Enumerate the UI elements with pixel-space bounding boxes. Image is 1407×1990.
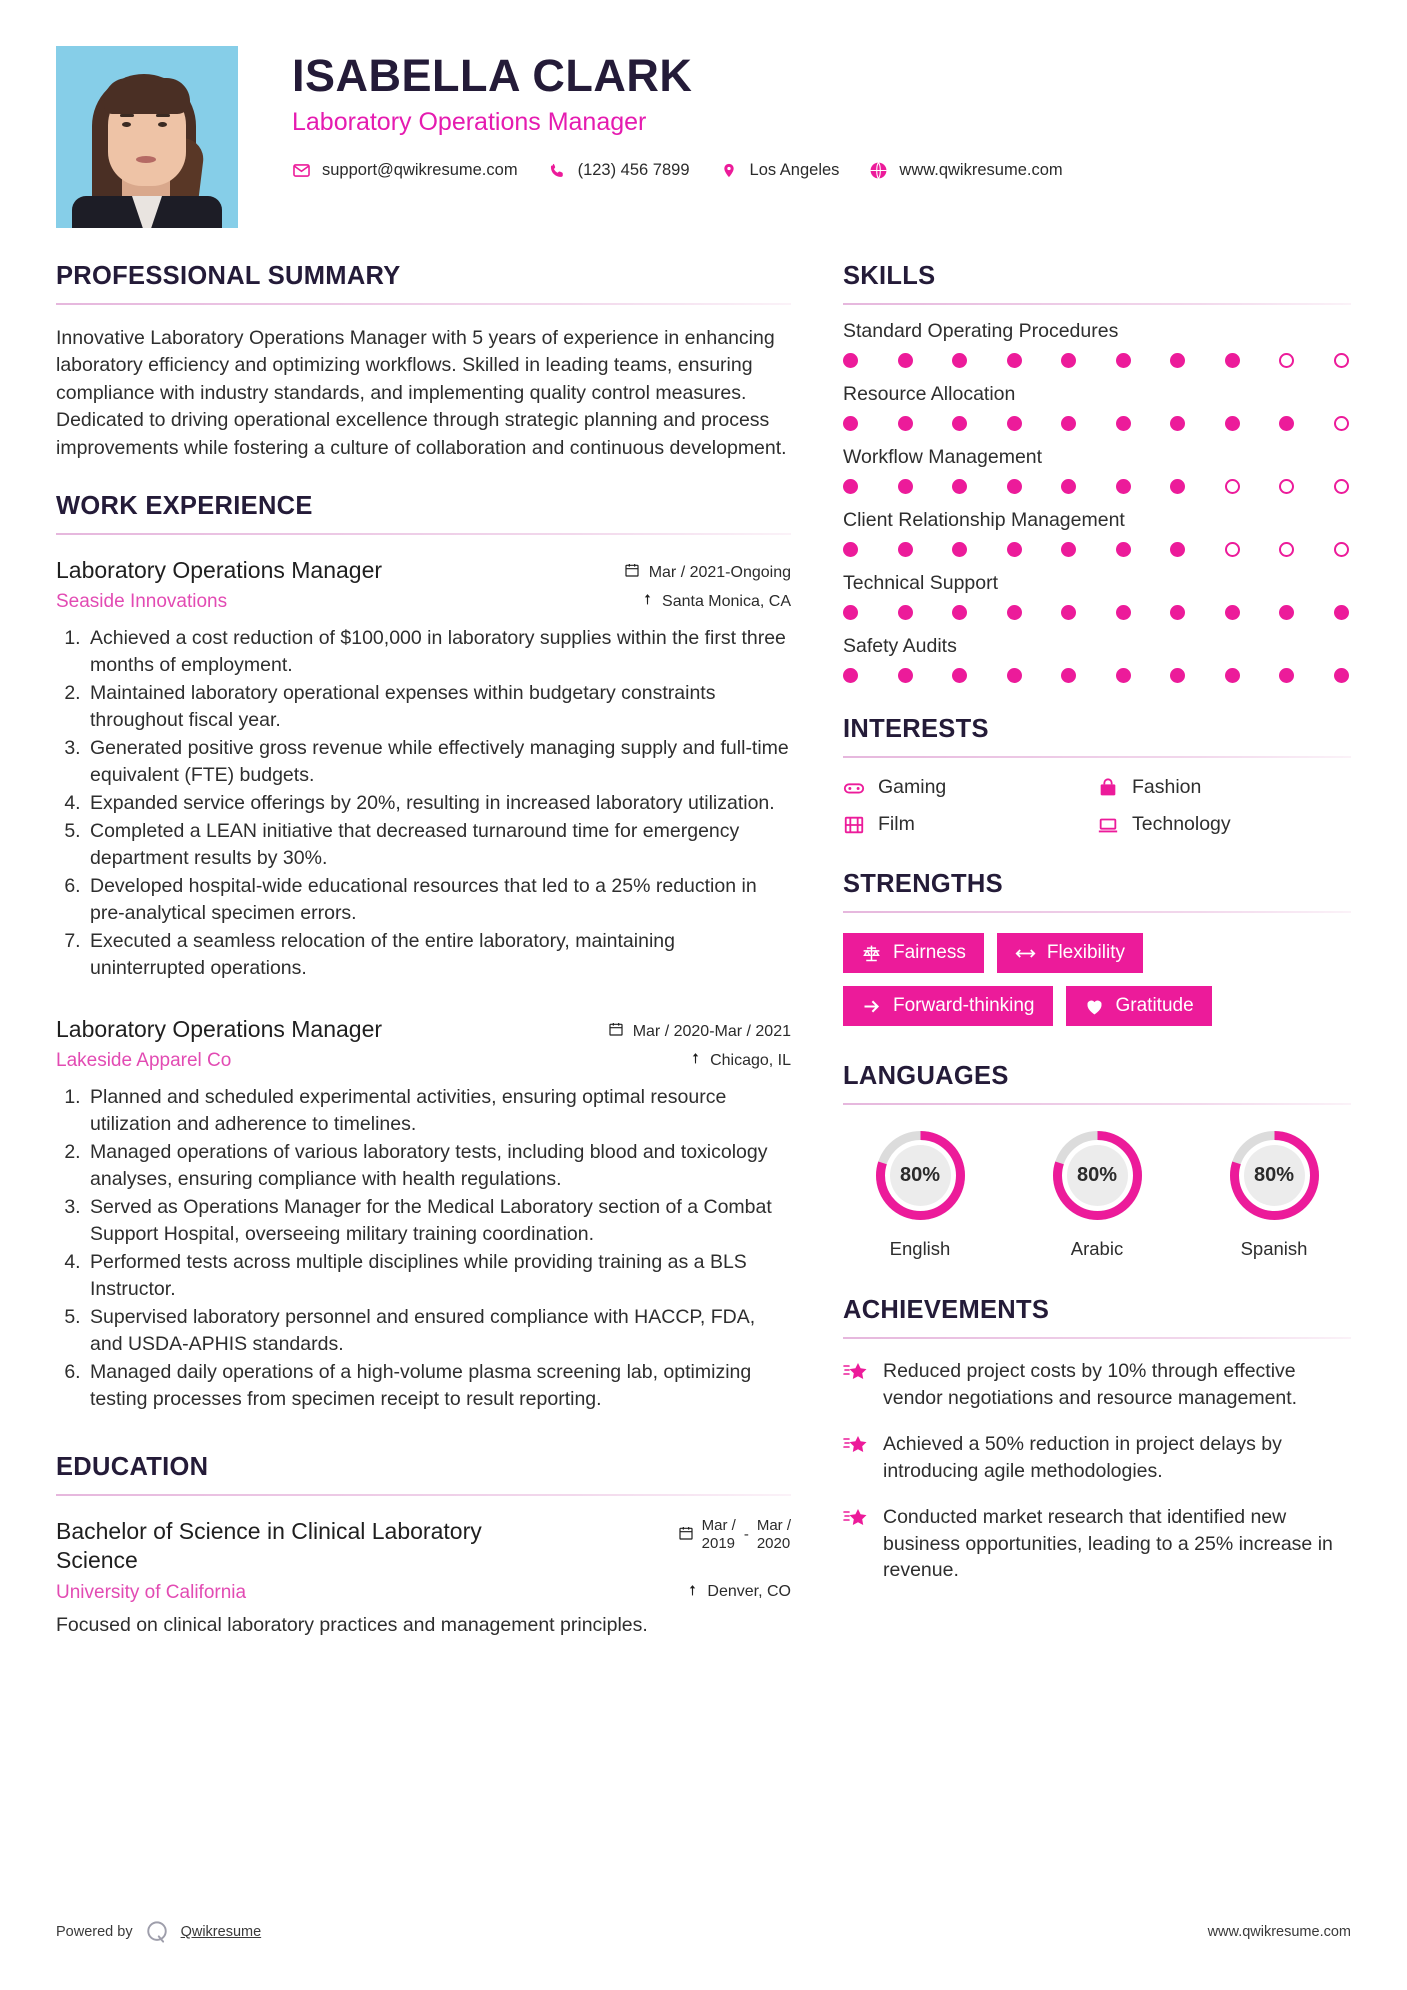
skill-dot-empty	[1334, 542, 1349, 557]
skill-dot-filled	[898, 668, 913, 683]
section-divider	[56, 303, 791, 305]
footer-website[interactable]: www.qwikresume.com	[1207, 1924, 1351, 1940]
skill-dot-filled	[952, 353, 967, 368]
job-bullet: 4. Expanded service offerings by 20%, resulting in increased laboratory utilization.	[86, 790, 791, 817]
job-dates-text: Mar / 2021-Ongoing	[648, 563, 791, 581]
skill-dot-filled	[1116, 416, 1131, 431]
job-bullets	[56, 625, 791, 982]
skill-dot-filled	[1279, 668, 1294, 683]
star-icon	[843, 1358, 869, 1412]
skill-item	[843, 509, 1351, 557]
skill-dot-filled	[1225, 416, 1240, 431]
skill-dot-filled	[952, 416, 967, 431]
skill-dot-empty	[1334, 416, 1349, 431]
section-divider	[843, 1337, 1351, 1339]
skill-dot-filled	[952, 542, 967, 557]
skill-label: Standard Operating Procedures	[843, 320, 1119, 342]
page-footer	[56, 1918, 1351, 1946]
job-company: Seaside Innovations	[56, 591, 228, 613]
section-strengths	[843, 870, 1351, 1026]
skill-dot-filled	[1225, 668, 1240, 683]
globe-icon	[869, 161, 888, 180]
footer-brand-link[interactable]: Qwikresume	[180, 1924, 262, 1940]
skill-dot-filled	[1334, 605, 1349, 620]
scales-icon	[861, 943, 882, 964]
skill-dot-filled	[843, 479, 858, 494]
job-title: Laboratory Operations Manager	[56, 1016, 383, 1043]
film-reel-icon	[843, 814, 865, 836]
skill-dot-filled	[898, 542, 913, 557]
job-bullet: 2. Managed operations of various laboratory tests, including blood and toxicology analyses, ensuring compliance with health regulations.	[86, 1139, 791, 1193]
skill-dot-filled	[1007, 416, 1022, 431]
strengths-chip-group	[843, 933, 1351, 1026]
job-bullet: 1. Achieved a cost reduction of $100,000 in laboratory supplies within the first three months of employment.	[86, 625, 791, 679]
skill-dot-filled	[898, 479, 913, 494]
section-divider	[843, 911, 1351, 913]
section-divider	[843, 303, 1351, 305]
skill-label: Resource Allocation	[843, 383, 1016, 405]
language-name: Spanish	[1240, 1238, 1308, 1259]
skill-label: Technical Support	[843, 572, 999, 594]
skill-dot-filled	[952, 668, 967, 683]
skill-dot-filled	[1334, 668, 1349, 683]
interests-grid	[843, 776, 1351, 836]
education-date-end	[757, 1517, 791, 1552]
section-heading-skills: SKILLS	[843, 262, 936, 290]
skill-dot-filled	[1170, 416, 1185, 431]
skill-dot-filled	[843, 605, 858, 620]
achievement-item	[843, 1431, 1351, 1485]
skill-dot-filled	[1170, 605, 1185, 620]
section-divider	[56, 1494, 791, 1496]
skill-dot-filled	[1007, 353, 1022, 368]
contact-location[interactable]	[720, 161, 840, 180]
language-item	[1026, 1127, 1168, 1260]
skill-dot-filled	[898, 605, 913, 620]
language-percent-label: 80%	[1253, 1164, 1295, 1186]
interest-item	[843, 776, 1097, 799]
section-achievements	[843, 1296, 1351, 1584]
language-progress-donut	[1226, 1127, 1323, 1224]
job-dates	[624, 562, 791, 583]
language-progress-donut	[872, 1127, 969, 1224]
job-bullet: 6. Managed daily operations of a high-volume plasma screening lab, optimizing testing processes from specimen receipt to result reporting.	[86, 1359, 791, 1413]
skill-dot-filled	[1170, 542, 1185, 557]
handbag-icon	[1097, 777, 1119, 799]
heart-icon	[1084, 996, 1105, 1017]
strength-label: Forward-thinking	[893, 995, 1035, 1016]
skill-rating-dots	[843, 479, 1351, 494]
skill-dot-filled	[952, 605, 967, 620]
interest-label: Gaming	[878, 776, 947, 798]
arrows-horizontal-icon	[1015, 943, 1036, 964]
language-name: English	[889, 1238, 951, 1259]
language-name: Arabic	[1070, 1238, 1124, 1259]
skill-dot-empty	[1334, 353, 1349, 368]
interest-item	[1097, 813, 1351, 836]
education-degree: Bachelor of Science in Clinical Laboratory Science	[56, 1518, 482, 1574]
contact-email[interactable]	[292, 161, 518, 180]
language-item	[1203, 1127, 1345, 1260]
footer-powered-by-label: Powered by	[56, 1924, 133, 1940]
section-professional-summary	[56, 262, 791, 462]
skill-dot-filled	[1061, 416, 1076, 431]
job-bullet: 1. Planned and scheduled experimental activities, ensuring optimal resource utilization and adherence to timelines.	[86, 1084, 791, 1138]
job-location	[641, 591, 791, 612]
star-icon	[843, 1504, 869, 1585]
education-date-start-year: 2019	[701, 1534, 736, 1552]
skill-dot-filled	[1061, 668, 1076, 683]
education-date-start-month: Mar /	[701, 1517, 736, 1535]
language-progress-donut	[1049, 1127, 1146, 1224]
section-heading-strengths: STRENGTHS	[843, 870, 1003, 898]
skill-dot-filled	[952, 479, 967, 494]
skill-dot-empty	[1279, 353, 1294, 368]
skill-dot-empty	[1225, 479, 1240, 494]
skill-label: Workflow Management	[843, 446, 1043, 468]
achievement-item	[843, 1358, 1351, 1412]
language-percent-label: 80%	[899, 1164, 941, 1186]
calendar-icon	[624, 562, 640, 583]
skill-dot-empty	[1334, 479, 1349, 494]
interest-item	[1097, 776, 1351, 799]
job-bullet: 3. Generated positive gross revenue while effectively managing supply and full-time equivalent (FTE) budgets.	[86, 735, 791, 789]
location-pin-icon	[720, 161, 739, 180]
skill-dot-filled	[1116, 668, 1131, 683]
contact-row	[292, 161, 1351, 180]
skill-dot-filled	[1116, 542, 1131, 557]
skill-dot-filled	[1225, 605, 1240, 620]
skill-label: Safety Audits	[843, 635, 957, 657]
job-dates	[608, 1021, 791, 1042]
skill-dot-filled	[843, 416, 858, 431]
education-location	[686, 1582, 791, 1603]
section-education	[56, 1453, 791, 1637]
skill-rating-dots	[843, 542, 1351, 557]
skill-dot-filled	[1061, 542, 1076, 557]
education-school: University of California	[56, 1581, 247, 1603]
skill-item	[843, 446, 1351, 494]
right-column	[843, 262, 1351, 1637]
strength-label: Flexibility	[1046, 942, 1125, 963]
skill-dot-filled	[1061, 479, 1076, 494]
job-title: Laboratory Operations Manager	[56, 557, 383, 584]
achievements-list	[843, 1358, 1351, 1584]
map-pin-icon	[686, 1582, 699, 1603]
skill-dot-filled	[1170, 668, 1185, 683]
languages-list	[843, 1127, 1351, 1260]
section-skills	[843, 262, 1351, 683]
education-date-end-month: Mar /	[756, 1517, 791, 1535]
skill-dot-filled	[843, 353, 858, 368]
contact-website[interactable]	[869, 161, 1062, 180]
skill-dot-filled	[1116, 479, 1131, 494]
education-note: Focused on clinical laboratory practices and management principles.	[56, 1613, 648, 1636]
section-divider	[843, 1103, 1351, 1105]
education-entry	[56, 1517, 791, 1637]
skill-dot-filled	[1007, 668, 1022, 683]
skill-item	[843, 383, 1351, 431]
arrow-right-icon	[861, 996, 882, 1017]
section-heading-interests: INTERESTS	[843, 715, 989, 743]
strength-chip-fairness	[843, 933, 984, 973]
skill-dot-filled	[1116, 353, 1131, 368]
skill-dot-filled	[1279, 416, 1294, 431]
job-dates-text: Mar / 2020-Mar / 2021	[632, 1022, 791, 1040]
job-bullet: 3. Served as Operations Manager for the Medical Laboratory section of a Combat Support Hospital, overseeing military training coordination.	[86, 1194, 791, 1248]
calendar-icon	[678, 1525, 694, 1545]
skill-dot-filled	[898, 416, 913, 431]
strength-label: Fairness	[893, 942, 966, 963]
skill-dot-empty	[1225, 542, 1240, 557]
job-location-text: Chicago, IL	[710, 1051, 791, 1069]
envelope-icon	[292, 161, 311, 180]
skill-rating-dots	[843, 416, 1351, 431]
skill-dot-filled	[843, 542, 858, 557]
job-bullet: 2. Maintained laboratory operational expenses within budgetary constraints throughout fiscal year.	[86, 680, 791, 734]
achievement-text: Reduced project costs by 10% through effective vendor negotiations and resource management.	[883, 1360, 1298, 1409]
strength-label: Gratitude	[1115, 995, 1194, 1016]
strength-chip-flexibility	[997, 933, 1143, 973]
skill-dot-filled	[1225, 353, 1240, 368]
page-title: ISABELLA CLARK	[292, 50, 693, 101]
job-company: Lakeside Apparel Co	[56, 1050, 232, 1072]
job-bullet: 5. Supervised laboratory personnel and ensured compliance with HACCP, FDA, and USDA-APHIS standards.	[86, 1304, 791, 1358]
interest-label: Film	[878, 813, 915, 835]
contact-location-text: Los Angeles	[749, 161, 840, 180]
skill-dot-filled	[1061, 353, 1076, 368]
map-pin-icon	[641, 591, 654, 612]
job-bullet: 6. Developed hospital-wide educational resources that led to a 25% reduction in pre-analytical specimen errors.	[86, 873, 791, 927]
left-column	[56, 262, 791, 1637]
contact-phone-text: (123) 456 7899	[577, 161, 690, 180]
section-divider	[843, 756, 1351, 758]
job-bullet: 4. Performed tests across multiple disciplines while providing training as a BLS Instructor.	[86, 1249, 791, 1303]
skill-dot-filled	[1116, 605, 1131, 620]
skill-dot-filled	[1279, 605, 1294, 620]
interest-label: Fashion	[1132, 776, 1202, 798]
skill-dot-filled	[1007, 542, 1022, 557]
section-divider	[56, 533, 791, 535]
interest-item	[843, 813, 1097, 836]
job-location	[689, 1050, 791, 1071]
contact-email-text: support@qwikresume.com	[322, 161, 518, 180]
skill-dot-empty	[1279, 542, 1294, 557]
laptop-icon	[1097, 814, 1119, 836]
gamepad-icon	[843, 777, 865, 799]
contact-phone[interactable]	[548, 161, 690, 180]
skill-dot-filled	[1170, 353, 1185, 368]
skill-dot-empty	[1279, 479, 1294, 494]
skill-dot-filled	[1007, 605, 1022, 620]
section-heading-education: EDUCATION	[56, 1453, 209, 1482]
summary-text: Innovative Laboratory Operations Manager with 5 years of experience in enhancing laboratory efficiency and optimizing workflows. Skilled in leading teams, ensuring compliance with industry standards, and implementing quality control measures. Dedicated to driving operational excellence through strategic planning and process improvements while fostering a culture of collaboration and continuous development.	[56, 327, 787, 459]
section-heading-languages: LANGUAGES	[843, 1062, 1009, 1090]
strength-chip-forward-thinking	[843, 986, 1053, 1026]
section-heading-work: WORK EXPERIENCE	[56, 492, 313, 521]
qwikresume-logo-icon	[143, 1918, 171, 1946]
skill-rating-dots	[843, 353, 1351, 368]
job-role-subtitle: Laboratory Operations Manager	[292, 108, 647, 137]
achievement-text: Conducted market research that identified new business opportunities, leading to a 25% increase in revenue.	[883, 1505, 1333, 1582]
phone-icon	[548, 161, 567, 180]
skill-dot-filled	[1007, 479, 1022, 494]
skill-rating-dots	[843, 605, 1351, 620]
skill-item	[843, 572, 1351, 620]
skill-rating-dots	[843, 668, 1351, 683]
star-icon	[843, 1431, 869, 1485]
section-work-experience	[56, 492, 791, 1413]
job-bullet: 5. Completed a LEAN initiative that decreased turnaround time for emergency department results by 30%.	[86, 818, 791, 872]
skill-item	[843, 320, 1351, 368]
section-languages	[843, 1062, 1351, 1260]
skills-list	[843, 320, 1351, 683]
resume-body	[56, 262, 1351, 1637]
profile-photo	[56, 46, 238, 228]
resume-header	[56, 46, 1351, 228]
skill-item	[843, 635, 1351, 683]
skill-label: Client Relationship Management	[843, 509, 1125, 531]
contact-website-text: www.qwikresume.com	[899, 161, 1063, 180]
achievement-item	[843, 1504, 1351, 1585]
section-heading-summary: PROFESSIONAL SUMMARY	[56, 262, 401, 290]
education-location-text: Denver, CO	[707, 1583, 791, 1601]
calendar-icon	[608, 1021, 624, 1042]
map-pin-icon	[689, 1050, 702, 1071]
interest-label: Technology	[1132, 813, 1231, 835]
skill-dot-filled	[898, 353, 913, 368]
skill-dot-filled	[843, 668, 858, 683]
section-heading-achievements: ACHIEVEMENTS	[843, 1296, 1050, 1324]
skill-dot-filled	[1061, 605, 1076, 620]
education-dates	[678, 1517, 791, 1552]
job-location-text: Santa Monica, CA	[662, 592, 791, 610]
education-date-end-year: 2020	[756, 1534, 791, 1552]
strength-chip-gratitude	[1066, 986, 1212, 1026]
education-date-start	[702, 1517, 736, 1552]
work-entry	[56, 557, 791, 982]
section-interests	[843, 715, 1351, 836]
skill-dot-filled	[1170, 479, 1185, 494]
work-entry	[56, 1016, 791, 1413]
achievement-text: Achieved a 50% reduction in project delays by introducing agile methodologies.	[883, 1432, 1282, 1482]
language-percent-label: 80%	[1076, 1164, 1118, 1186]
language-item	[849, 1127, 991, 1260]
job-bullets	[56, 1084, 791, 1413]
job-bullet: 7. Executed a seamless relocation of the entire laboratory, maintaining uninterrupted operations.	[86, 928, 791, 982]
education-date-separator: -	[743, 1526, 749, 1544]
